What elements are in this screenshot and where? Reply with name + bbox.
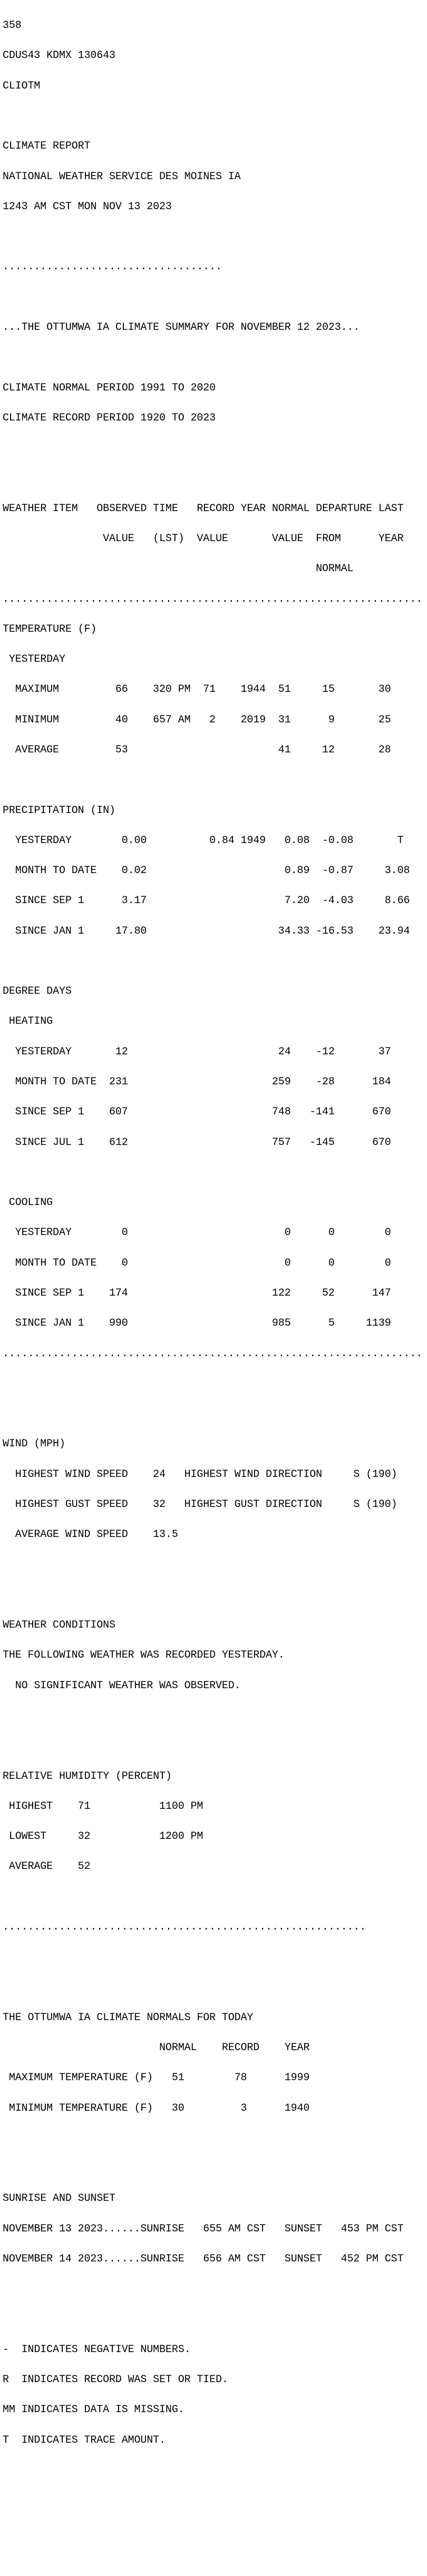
report-line: MONTH TO DATE 0 0 0 0 <box>3 1257 391 1269</box>
report-line: MONTH TO DATE 0.02 0.89 -0.87 3.08 <box>3 865 410 877</box>
report-line: YESTERDAY 0 0 0 0 <box>3 1227 391 1239</box>
report-line <box>3 1952 427 1962</box>
report-line <box>3 473 427 483</box>
report-line: MINIMUM 40 657 AM 2 2019 31 9 25 <box>3 713 391 726</box>
report-line <box>3 2163 427 2173</box>
report-line: WEATHER CONDITIONS <box>3 1619 115 1632</box>
report-line: HIGHEST GUST SPEED 32 HIGHEST GUST DIRECTION S (190) <box>3 1498 397 1511</box>
report-line <box>3 2284 427 2294</box>
report-line: AVERAGE 52 <box>3 1860 91 1873</box>
report-line: - INDICATES NEGATIVE NUMBERS. <box>3 2343 191 2356</box>
report-line: HEATING <box>3 1015 53 1028</box>
report-line: MINIMUM TEMPERATURE (F) 30 3 1940 <box>3 2102 310 2114</box>
report-line: ................................................................... <box>3 593 423 605</box>
report-line <box>3 1168 427 1178</box>
report-line: VALUE (LST) VALUE VALUE FROM YEAR <box>3 532 404 545</box>
report-line: COOLING <box>3 1197 53 1209</box>
report-line: 358 <box>3 19 22 32</box>
report-line: YESTERDAY 0.00 0.84 1949 0.08 -0.08 T <box>3 834 404 847</box>
report-line: LOWEST 32 1200 PM <box>3 1830 203 1843</box>
report-line: HIGHEST WIND SPEED 24 HIGHEST WIND DIRECTION S (190) <box>3 1468 397 1481</box>
report-line <box>3 2495 427 2505</box>
report-line: NORMAL <box>3 563 354 575</box>
report-line: NORMAL RECORD YEAR <box>3 2042 310 2054</box>
report-line: MAXIMUM 66 320 PM 71 1944 51 15 30 <box>3 683 391 696</box>
report-line <box>3 292 427 302</box>
report-line: AVERAGE WIND SPEED 13.5 <box>3 1529 178 1541</box>
report-line: AVERAGE 53 41 12 28 <box>3 743 391 756</box>
report-line: THE FOLLOWING WEATHER WAS RECORDED YESTERDAY. <box>3 1649 285 1662</box>
report-line <box>3 775 427 785</box>
report-line: R INDICATES RECORD WAS SET OR TIED. <box>3 2374 228 2386</box>
report-line: TEMPERATURE (F) <box>3 623 97 635</box>
report-line: WIND (MPH) <box>3 1438 65 1451</box>
report-line: NOVEMBER 14 2023......SUNRISE 656 AM CST SUNSET 452 PM CST <box>3 2253 404 2265</box>
report-line <box>3 232 427 242</box>
report-line: NOVEMBER 13 2023......SUNRISE 655 AM CST SUNSET 453 PM CST <box>3 2222 404 2235</box>
report-line: CDUS43 KDMX 130643 <box>3 50 115 62</box>
report-line <box>3 1711 427 1721</box>
report-line <box>3 2465 427 2475</box>
report-line: SINCE SEP 1 607 748 -141 670 <box>3 1106 391 1119</box>
report-line: NO SIGNIFICANT WEATHER WAS OBSERVED. <box>3 1679 241 1692</box>
report-line <box>3 1379 427 1389</box>
report-line: HIGHEST 71 1100 PM <box>3 1800 203 1813</box>
report-line: SUNRISE AND SUNSET <box>3 2192 115 2205</box>
report-line: THE OTTUMWA IA CLIMATE NORMALS FOR TODAY <box>3 2011 254 2024</box>
report-line <box>3 111 427 121</box>
report-line: .......................................................... <box>3 1921 366 1933</box>
report-line: SINCE SEP 1 3.17 7.20 -4.03 8.66 <box>3 895 410 907</box>
report-line: SINCE JAN 1 990 985 5 1139 <box>3 1317 391 1330</box>
report-line: 1243 AM CST MON NOV 13 2023 <box>3 200 172 213</box>
report-line: PRECIPITATION (IN) <box>3 804 115 817</box>
report-line: CLIMATE NORMAL PERIOD 1991 TO 2020 <box>3 381 216 394</box>
report-line <box>3 1409 427 1419</box>
report-line: YESTERDAY <box>3 653 65 666</box>
report-line: NATIONAL WEATHER SERVICE DES MOINES IA <box>3 170 241 183</box>
report-line: ................................... <box>3 261 222 273</box>
report-line: CLIOTM <box>3 80 41 92</box>
report-line <box>3 2556 427 2566</box>
report-line: ................................................................... <box>3 1347 423 1360</box>
report-line: SINCE JAN 1 17.80 34.33 -16.53 23.94 <box>3 925 410 937</box>
report-line: CLIMATE RECORD PERIOD 1920 TO 2023 <box>3 412 216 424</box>
report-line <box>3 443 427 453</box>
report-line: MM INDICATES DATA IS MISSING. <box>3 2404 185 2416</box>
report-line <box>3 1560 427 1570</box>
report-line: MONTH TO DATE 231 259 -28 184 <box>3 1076 391 1089</box>
report-line: SINCE JUL 1 612 757 -145 670 <box>3 1136 391 1149</box>
report-line: MAXIMUM TEMPERATURE (F) 51 78 1999 <box>3 2072 310 2084</box>
report-line <box>3 2315 427 2325</box>
report-line <box>3 956 427 966</box>
report-line <box>3 2526 427 2536</box>
report-line <box>3 1982 427 1992</box>
report-line <box>3 352 427 363</box>
report-line: YESTERDAY 12 24 -12 37 <box>3 1045 391 1058</box>
report-line <box>3 1892 427 1902</box>
report-line: CLIMATE REPORT <box>3 140 91 153</box>
report-line: ...THE OTTUMWA IA CLIMATE SUMMARY FOR NOVEMBER 12 2023... <box>3 321 360 334</box>
report-line: SINCE SEP 1 174 122 52 147 <box>3 1287 391 1299</box>
report-line: RELATIVE HUMIDITY (PERCENT) <box>3 1770 172 1782</box>
report-line: WEATHER ITEM OBSERVED TIME RECORD YEAR NORMAL DEPARTURE LAST <box>3 502 404 515</box>
report-line <box>3 2133 427 2143</box>
report-line <box>3 1741 427 1751</box>
report-line <box>3 1590 427 1600</box>
report-line: DEGREE DAYS <box>3 985 72 998</box>
report-line: T INDICATES TRACE AMOUNT. <box>3 2434 166 2446</box>
